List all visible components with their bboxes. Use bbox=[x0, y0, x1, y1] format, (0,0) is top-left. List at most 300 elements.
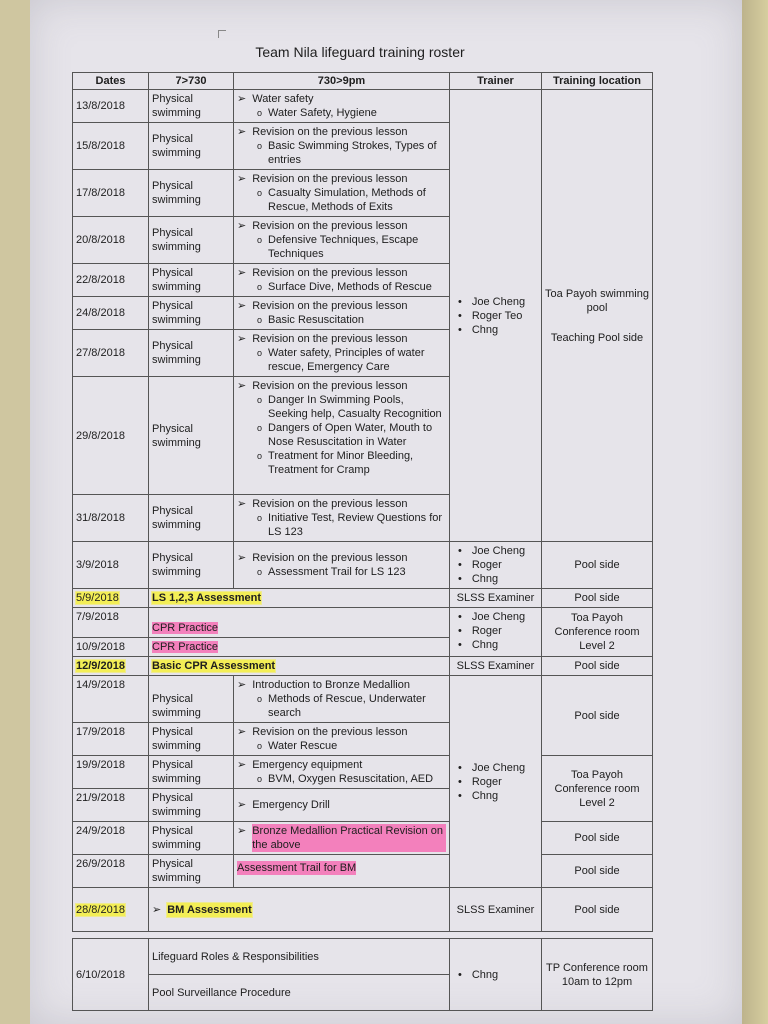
sub-item bbox=[237, 186, 446, 214]
trainer-item bbox=[458, 558, 538, 572]
arrow-bullet-icon: ➢ bbox=[237, 799, 247, 811]
lesson-title: Revision on the previous lesson bbox=[252, 173, 408, 185]
spacer-cell bbox=[73, 932, 653, 939]
date-cell bbox=[73, 90, 149, 123]
trainer-name: SLSS Examiner bbox=[456, 660, 535, 672]
first-slot-cell bbox=[149, 297, 234, 330]
date-text: 28/8/2018 bbox=[76, 903, 125, 916]
arrow-bullet-icon: ➢ bbox=[237, 267, 247, 279]
sub-topic: Initiative Test, Review Questions for LS 123 bbox=[268, 512, 443, 538]
location-cell bbox=[542, 657, 653, 676]
arrow-bullet-icon: ➢ bbox=[237, 126, 247, 138]
table-row bbox=[73, 676, 653, 723]
sub-item bbox=[237, 511, 446, 539]
second-slot-cell bbox=[234, 297, 450, 330]
first-slot-cell bbox=[149, 90, 234, 123]
trainer-name: Joe Cheng bbox=[471, 761, 526, 774]
table-row bbox=[73, 542, 653, 589]
circle-bullet-icon: o bbox=[257, 423, 263, 433]
sub-item bbox=[237, 280, 446, 294]
table-row bbox=[73, 888, 653, 932]
date-text: 6/10/2018 bbox=[76, 968, 125, 981]
location-cell bbox=[542, 756, 653, 822]
circle-bullet-icon: o bbox=[257, 451, 263, 461]
sub-item bbox=[237, 139, 446, 167]
location-cell bbox=[542, 589, 653, 608]
trainer-name: Roger bbox=[471, 775, 502, 788]
bullet-dot-icon: • bbox=[458, 545, 462, 557]
date-text: 24/9/2018 bbox=[76, 825, 125, 837]
sub-topic: Assessment Trail for LS 123 bbox=[268, 566, 406, 578]
sub-topic: Water Safety, Hygiene bbox=[268, 107, 377, 119]
date-text: 13/8/2018 bbox=[76, 100, 125, 112]
first-slot-cell bbox=[149, 822, 234, 855]
date-cell bbox=[73, 888, 149, 932]
location-text: Pool side bbox=[574, 903, 620, 916]
lesson-item bbox=[237, 92, 446, 106]
activity-cell bbox=[149, 589, 450, 608]
date-text: 19/9/2018 bbox=[76, 759, 125, 771]
date-cell bbox=[73, 789, 149, 822]
activity-text: BM Assessment bbox=[167, 903, 252, 916]
sub-topic: Defensive Techniques, Escape Techniques bbox=[268, 234, 419, 260]
sub-topic: Treatment for Minor Bleeding, Treatment for Cramp bbox=[268, 450, 414, 476]
date-text: 15/8/2018 bbox=[76, 140, 125, 152]
arrow-bullet-icon: ➢ bbox=[237, 300, 247, 312]
date-text: 12/9/2018 bbox=[76, 660, 125, 672]
trainer-item bbox=[458, 775, 538, 789]
first-slot-text: Physical swimming bbox=[152, 505, 201, 531]
location-cell bbox=[542, 676, 653, 756]
trainer-cell bbox=[450, 888, 542, 932]
first-slot-cell bbox=[149, 495, 234, 542]
circle-bullet-icon: o bbox=[257, 513, 263, 523]
circle-bullet-icon: o bbox=[257, 694, 263, 704]
date-cell bbox=[73, 855, 149, 888]
circle-bullet-icon: o bbox=[257, 141, 263, 151]
bullet-dot-icon: • bbox=[458, 775, 462, 788]
lesson-item bbox=[237, 299, 446, 313]
location-text: Pool side bbox=[574, 592, 620, 604]
activity-text: Lifeguard Roles & Responsibilities bbox=[152, 950, 319, 963]
header-dates: Dates bbox=[73, 73, 149, 90]
date-text: 17/9/2018 bbox=[76, 726, 125, 738]
sub-item bbox=[237, 739, 446, 753]
location-text: Toa Payoh swimming pool bbox=[545, 287, 649, 314]
lesson-item bbox=[237, 266, 446, 280]
sub-item bbox=[237, 393, 446, 421]
first-slot-text: Physical swimming bbox=[152, 759, 201, 785]
date-text: 7/9/2018 bbox=[76, 611, 119, 623]
date-cell bbox=[73, 589, 149, 608]
bullet-dot-icon: • bbox=[458, 611, 462, 623]
trainer-item bbox=[458, 789, 538, 803]
circle-bullet-icon: o bbox=[257, 348, 263, 358]
sub-item bbox=[237, 565, 446, 579]
sub-item bbox=[237, 346, 446, 374]
date-cell bbox=[73, 123, 149, 170]
sub-item bbox=[237, 106, 446, 120]
trainer-item bbox=[458, 309, 538, 323]
date-cell bbox=[73, 170, 149, 217]
arrow-bullet-icon: ➢ bbox=[237, 173, 247, 185]
location-text: Toa Payoh Conference room Level 2 bbox=[554, 612, 640, 652]
trainer-list bbox=[458, 544, 538, 586]
trainer-cell bbox=[450, 90, 542, 542]
lesson-title: Revision on the previous lesson bbox=[252, 300, 408, 312]
arrow-bullet-icon: ➢ bbox=[237, 759, 247, 771]
location-cell bbox=[542, 939, 653, 1011]
arrow-bullet-icon: ➢ bbox=[237, 498, 247, 510]
date-text: 17/8/2018 bbox=[76, 187, 125, 199]
first-slot-text: Physical swimming bbox=[152, 227, 201, 253]
header-first-slot: 7>730 bbox=[149, 73, 234, 90]
sub-topic: Water Rescue bbox=[268, 740, 338, 752]
first-slot-text: Physical swimming bbox=[152, 693, 201, 719]
bullet-dot-icon: • bbox=[458, 639, 462, 651]
first-slot-cell bbox=[149, 789, 234, 822]
bullet-dot-icon: • bbox=[458, 761, 462, 774]
circle-bullet-icon: o bbox=[257, 741, 263, 751]
second-slot-cell bbox=[234, 822, 450, 855]
header-row bbox=[73, 73, 653, 90]
date-text: 26/9/2018 bbox=[76, 858, 125, 870]
location-cell bbox=[542, 888, 653, 932]
date-cell bbox=[73, 495, 149, 542]
bullet-dot-icon: • bbox=[458, 625, 462, 637]
first-slot-cell bbox=[149, 123, 234, 170]
trainer-cell bbox=[450, 589, 542, 608]
second-slot-cell bbox=[234, 723, 450, 756]
circle-bullet-icon: o bbox=[257, 108, 263, 118]
first-slot-text: Physical swimming bbox=[152, 133, 201, 159]
lesson-item bbox=[237, 332, 446, 346]
trainer-item bbox=[458, 638, 538, 652]
second-slot-cell bbox=[234, 855, 450, 888]
lesson-item bbox=[237, 798, 446, 812]
date-cell bbox=[73, 638, 149, 657]
date-cell bbox=[73, 608, 149, 638]
lesson-title: Water safety bbox=[252, 93, 314, 105]
trainer-list bbox=[458, 761, 538, 803]
location-text: Teaching Pool side bbox=[550, 331, 644, 344]
lesson-title: Revision on the previous lesson bbox=[252, 380, 408, 392]
lesson-item bbox=[152, 903, 446, 917]
location-text: Pool side bbox=[574, 559, 620, 571]
date-cell bbox=[73, 657, 149, 676]
date-cell bbox=[73, 542, 149, 589]
location-text: TP Conference room 10am to 12pm bbox=[546, 961, 648, 988]
bullet-dot-icon: • bbox=[458, 323, 462, 336]
activity-text: Basic CPR Assessment bbox=[152, 660, 276, 672]
arrow-bullet-icon: ➢ bbox=[237, 333, 247, 345]
second-slot-cell bbox=[234, 330, 450, 377]
arrow-bullet-icon: ➢ bbox=[152, 903, 162, 916]
activity-cell bbox=[149, 657, 450, 676]
lesson-title: Revision on the previous lesson bbox=[252, 498, 408, 510]
trainer-name: Chng bbox=[471, 789, 499, 802]
activity-cell bbox=[149, 608, 450, 638]
lesson-item bbox=[237, 551, 446, 565]
lesson-item bbox=[237, 125, 446, 139]
trainer-item bbox=[458, 572, 538, 586]
sub-topic: Casualty Simulation, Methods of Rescue, Methods of Exits bbox=[268, 187, 426, 213]
trainer-name: Joe Cheng bbox=[471, 295, 526, 308]
lesson-title: Revision on the previous lesson bbox=[252, 267, 408, 279]
date-cell bbox=[73, 822, 149, 855]
lesson-item bbox=[237, 172, 446, 186]
second-slot-cell bbox=[234, 217, 450, 264]
activity-text: LS 1,2,3 Assessment bbox=[152, 592, 262, 604]
trainer-name: SLSS Examiner bbox=[456, 592, 535, 604]
arrow-bullet-icon: ➢ bbox=[237, 825, 247, 837]
lesson-title: Revision on the previous lesson bbox=[252, 726, 408, 738]
second-slot-cell bbox=[234, 170, 450, 217]
first-slot-cell bbox=[149, 330, 234, 377]
date-text: 29/8/2018 bbox=[76, 429, 125, 442]
table-row bbox=[73, 657, 653, 676]
trainer-cell bbox=[450, 542, 542, 589]
circle-bullet-icon: o bbox=[257, 567, 263, 577]
lesson-title: Emergency Drill bbox=[252, 799, 330, 811]
date-text: 31/8/2018 bbox=[76, 512, 125, 524]
activity-text: CPR Practice bbox=[152, 641, 219, 653]
location-text: Toa Payoh Conference room Level 2 bbox=[554, 768, 640, 809]
circle-bullet-icon: o bbox=[257, 235, 263, 245]
circle-bullet-icon: o bbox=[257, 395, 263, 405]
spacer-row bbox=[73, 932, 653, 939]
lesson-title: Emergency equipment bbox=[252, 759, 363, 771]
date-text: 21/9/2018 bbox=[76, 792, 125, 804]
second-slot-cell bbox=[234, 789, 450, 822]
header-second-slot: 730>9pm bbox=[234, 73, 450, 90]
first-slot-cell bbox=[149, 377, 234, 495]
second-slot-cell bbox=[234, 377, 450, 495]
location-text: Pool side bbox=[574, 660, 620, 672]
table-row bbox=[73, 589, 653, 608]
first-slot-text: Physical swimming bbox=[152, 422, 201, 449]
first-slot-text: Physical swimming bbox=[152, 552, 201, 578]
lesson-title: Introduction to Bronze Medallion bbox=[252, 679, 410, 691]
first-slot-text: Physical swimming bbox=[152, 267, 201, 293]
date-cell bbox=[73, 756, 149, 789]
date-cell bbox=[73, 676, 149, 723]
trainer-item bbox=[458, 968, 538, 982]
location-cell bbox=[542, 822, 653, 855]
bullet-dot-icon: • bbox=[458, 295, 462, 308]
spacer bbox=[545, 315, 649, 331]
sub-topic: BVM, Oxygen Resuscitation, AED bbox=[268, 773, 434, 785]
date-cell bbox=[73, 264, 149, 297]
arrow-bullet-icon: ➢ bbox=[237, 220, 247, 232]
date-text: 20/8/2018 bbox=[76, 234, 125, 246]
arrow-bullet-icon: ➢ bbox=[237, 552, 247, 564]
first-slot-text: Physical swimming bbox=[152, 180, 201, 206]
trainer-name: Joe Cheng bbox=[471, 545, 526, 557]
sub-topic: Surface Dive, Methods of Rescue bbox=[268, 281, 432, 293]
location-text: Pool side bbox=[574, 865, 620, 877]
date-text: 22/8/2018 bbox=[76, 274, 125, 286]
first-slot-text: Physical swimming bbox=[152, 300, 201, 326]
trainer-item bbox=[458, 761, 538, 775]
second-slot-cell bbox=[234, 90, 450, 123]
trainer-item bbox=[458, 295, 538, 309]
first-slot-cell bbox=[149, 855, 234, 888]
trainer-name: Joe Cheng bbox=[471, 611, 526, 623]
trainer-name: Chng bbox=[471, 968, 499, 981]
lesson-item bbox=[237, 824, 446, 852]
sub-item bbox=[237, 233, 446, 261]
trainer-name: Roger bbox=[471, 625, 502, 637]
lesson-item bbox=[237, 497, 446, 511]
second-slot-cell bbox=[234, 495, 450, 542]
lesson-item bbox=[237, 725, 446, 739]
trainer-item bbox=[458, 610, 538, 624]
trainer-cell bbox=[450, 608, 542, 657]
trainer-name: SLSS Examiner bbox=[456, 903, 535, 916]
first-slot-text: Physical swimming bbox=[152, 792, 201, 818]
location-cell bbox=[542, 90, 653, 542]
table-row bbox=[73, 608, 653, 638]
desk-edge bbox=[742, 0, 768, 1024]
lesson-title: Revision on the previous lesson bbox=[252, 126, 408, 138]
circle-bullet-icon: o bbox=[257, 315, 263, 325]
location-text: Pool side bbox=[574, 832, 620, 844]
trainer-item bbox=[458, 544, 538, 558]
bullet-dot-icon: • bbox=[458, 559, 462, 571]
activity-text: Pool Surveillance Procedure bbox=[152, 986, 291, 999]
first-slot-text: Physical swimming bbox=[152, 93, 201, 119]
sub-topic: Danger In Swimming Pools, Seeking help, Casualty Recognition bbox=[268, 394, 442, 420]
first-slot-cell bbox=[149, 217, 234, 264]
circle-bullet-icon: o bbox=[257, 282, 263, 292]
lesson-title: Revision on the previous lesson bbox=[252, 552, 408, 564]
sub-item bbox=[237, 772, 446, 786]
date-cell bbox=[73, 377, 149, 495]
first-slot-cell bbox=[149, 676, 234, 723]
first-slot-text: Physical swimming bbox=[152, 340, 201, 366]
lesson-item bbox=[237, 758, 446, 772]
location-cell bbox=[542, 608, 653, 657]
second-slot-cell bbox=[234, 264, 450, 297]
trainer-name: Roger Teo bbox=[471, 309, 523, 322]
second-slot-cell bbox=[234, 676, 450, 723]
date-text: 27/8/2018 bbox=[76, 347, 125, 359]
bullet-dot-icon: • bbox=[458, 573, 462, 585]
lesson-item bbox=[237, 678, 446, 692]
sub-topic: Methods of Rescue, Underwater search bbox=[268, 693, 426, 719]
trainer-item bbox=[458, 624, 538, 638]
location-cell bbox=[542, 855, 653, 888]
sub-item bbox=[237, 449, 446, 477]
second-slot-cell bbox=[234, 756, 450, 789]
circle-bullet-icon: o bbox=[257, 774, 263, 784]
second-slot-cell bbox=[234, 542, 450, 589]
first-slot-text: Physical swimming bbox=[152, 825, 201, 851]
bullet-dot-icon: • bbox=[458, 968, 462, 981]
activity-text: CPR Practice bbox=[152, 622, 219, 634]
arrow-bullet-icon: ➢ bbox=[237, 679, 247, 691]
arrow-bullet-icon: ➢ bbox=[237, 380, 247, 392]
bullet-dot-icon: • bbox=[458, 789, 462, 802]
table-row bbox=[73, 855, 653, 888]
location-cell bbox=[542, 542, 653, 589]
table-row bbox=[73, 939, 653, 975]
sub-topic: Basic Resuscitation bbox=[268, 314, 365, 326]
table-row bbox=[73, 90, 653, 123]
activity-cell bbox=[149, 939, 450, 975]
trainer-name: Chng bbox=[471, 323, 499, 336]
trainer-list bbox=[458, 295, 538, 337]
date-cell bbox=[73, 330, 149, 377]
trainer-cell bbox=[450, 676, 542, 888]
date-text: 14/9/2018 bbox=[76, 679, 125, 691]
date-cell bbox=[73, 723, 149, 756]
sub-item bbox=[237, 313, 446, 327]
trainer-list bbox=[458, 610, 538, 652]
first-slot-cell bbox=[149, 542, 234, 589]
sub-item bbox=[237, 421, 446, 449]
date-cell bbox=[73, 939, 149, 1011]
circle-bullet-icon: o bbox=[257, 188, 263, 198]
activity-cell bbox=[149, 975, 450, 1011]
page-title: Team Nila lifeguard training roster bbox=[255, 44, 465, 60]
header-location: Training location bbox=[542, 73, 653, 90]
header-trainer: Trainer bbox=[450, 73, 542, 90]
trainer-cell bbox=[450, 939, 542, 1011]
lesson-title: Revision on the previous lesson bbox=[252, 220, 408, 232]
table-row bbox=[73, 822, 653, 855]
first-slot-cell bbox=[149, 723, 234, 756]
lesson-item bbox=[237, 219, 446, 233]
date-text: 5/9/2018 bbox=[76, 592, 119, 604]
first-slot-text: Physical swimming bbox=[152, 858, 201, 884]
lesson-item bbox=[237, 379, 446, 393]
sub-topic: Water safety, Principles of water rescue, Emergency Care bbox=[268, 347, 425, 373]
lesson-title: Bronze Medallion Practical Revision on the above bbox=[252, 824, 446, 852]
location-text: Pool side bbox=[574, 709, 620, 722]
lesson-title: Assessment Trail for BM bbox=[237, 862, 357, 874]
first-slot-cell bbox=[149, 756, 234, 789]
date-cell bbox=[73, 217, 149, 264]
activity-cell bbox=[149, 638, 450, 657]
arrow-bullet-icon: ➢ bbox=[237, 93, 247, 105]
lesson-title: Revision on the previous lesson bbox=[252, 333, 408, 345]
date-text: 24/8/2018 bbox=[76, 307, 125, 319]
date-text: 10/9/2018 bbox=[76, 641, 125, 653]
trainer-name: Roger bbox=[471, 559, 502, 571]
first-slot-cell bbox=[149, 264, 234, 297]
trainer-cell bbox=[450, 657, 542, 676]
roster-table bbox=[72, 72, 653, 1011]
date-text: 3/9/2018 bbox=[76, 559, 119, 571]
sub-topic: Dangers of Open Water, Mouth to Nose Resuscitation in Water bbox=[268, 422, 433, 448]
corner-mark bbox=[218, 30, 226, 38]
trainer-name: Chng bbox=[471, 573, 499, 585]
bullet-dot-icon: • bbox=[458, 309, 462, 322]
trainer-name: Chng bbox=[471, 639, 499, 651]
first-slot-text: Physical swimming bbox=[152, 726, 201, 752]
table-row bbox=[73, 756, 653, 789]
arrow-bullet-icon: ➢ bbox=[237, 726, 247, 738]
first-slot-cell bbox=[149, 170, 234, 217]
second-slot-cell bbox=[234, 123, 450, 170]
sub-item bbox=[237, 692, 446, 720]
sub-topic: Basic Swimming Strokes, Types of entries bbox=[268, 140, 437, 166]
date-cell bbox=[73, 297, 149, 330]
activity-cell bbox=[149, 888, 450, 932]
trainer-item bbox=[458, 323, 538, 337]
